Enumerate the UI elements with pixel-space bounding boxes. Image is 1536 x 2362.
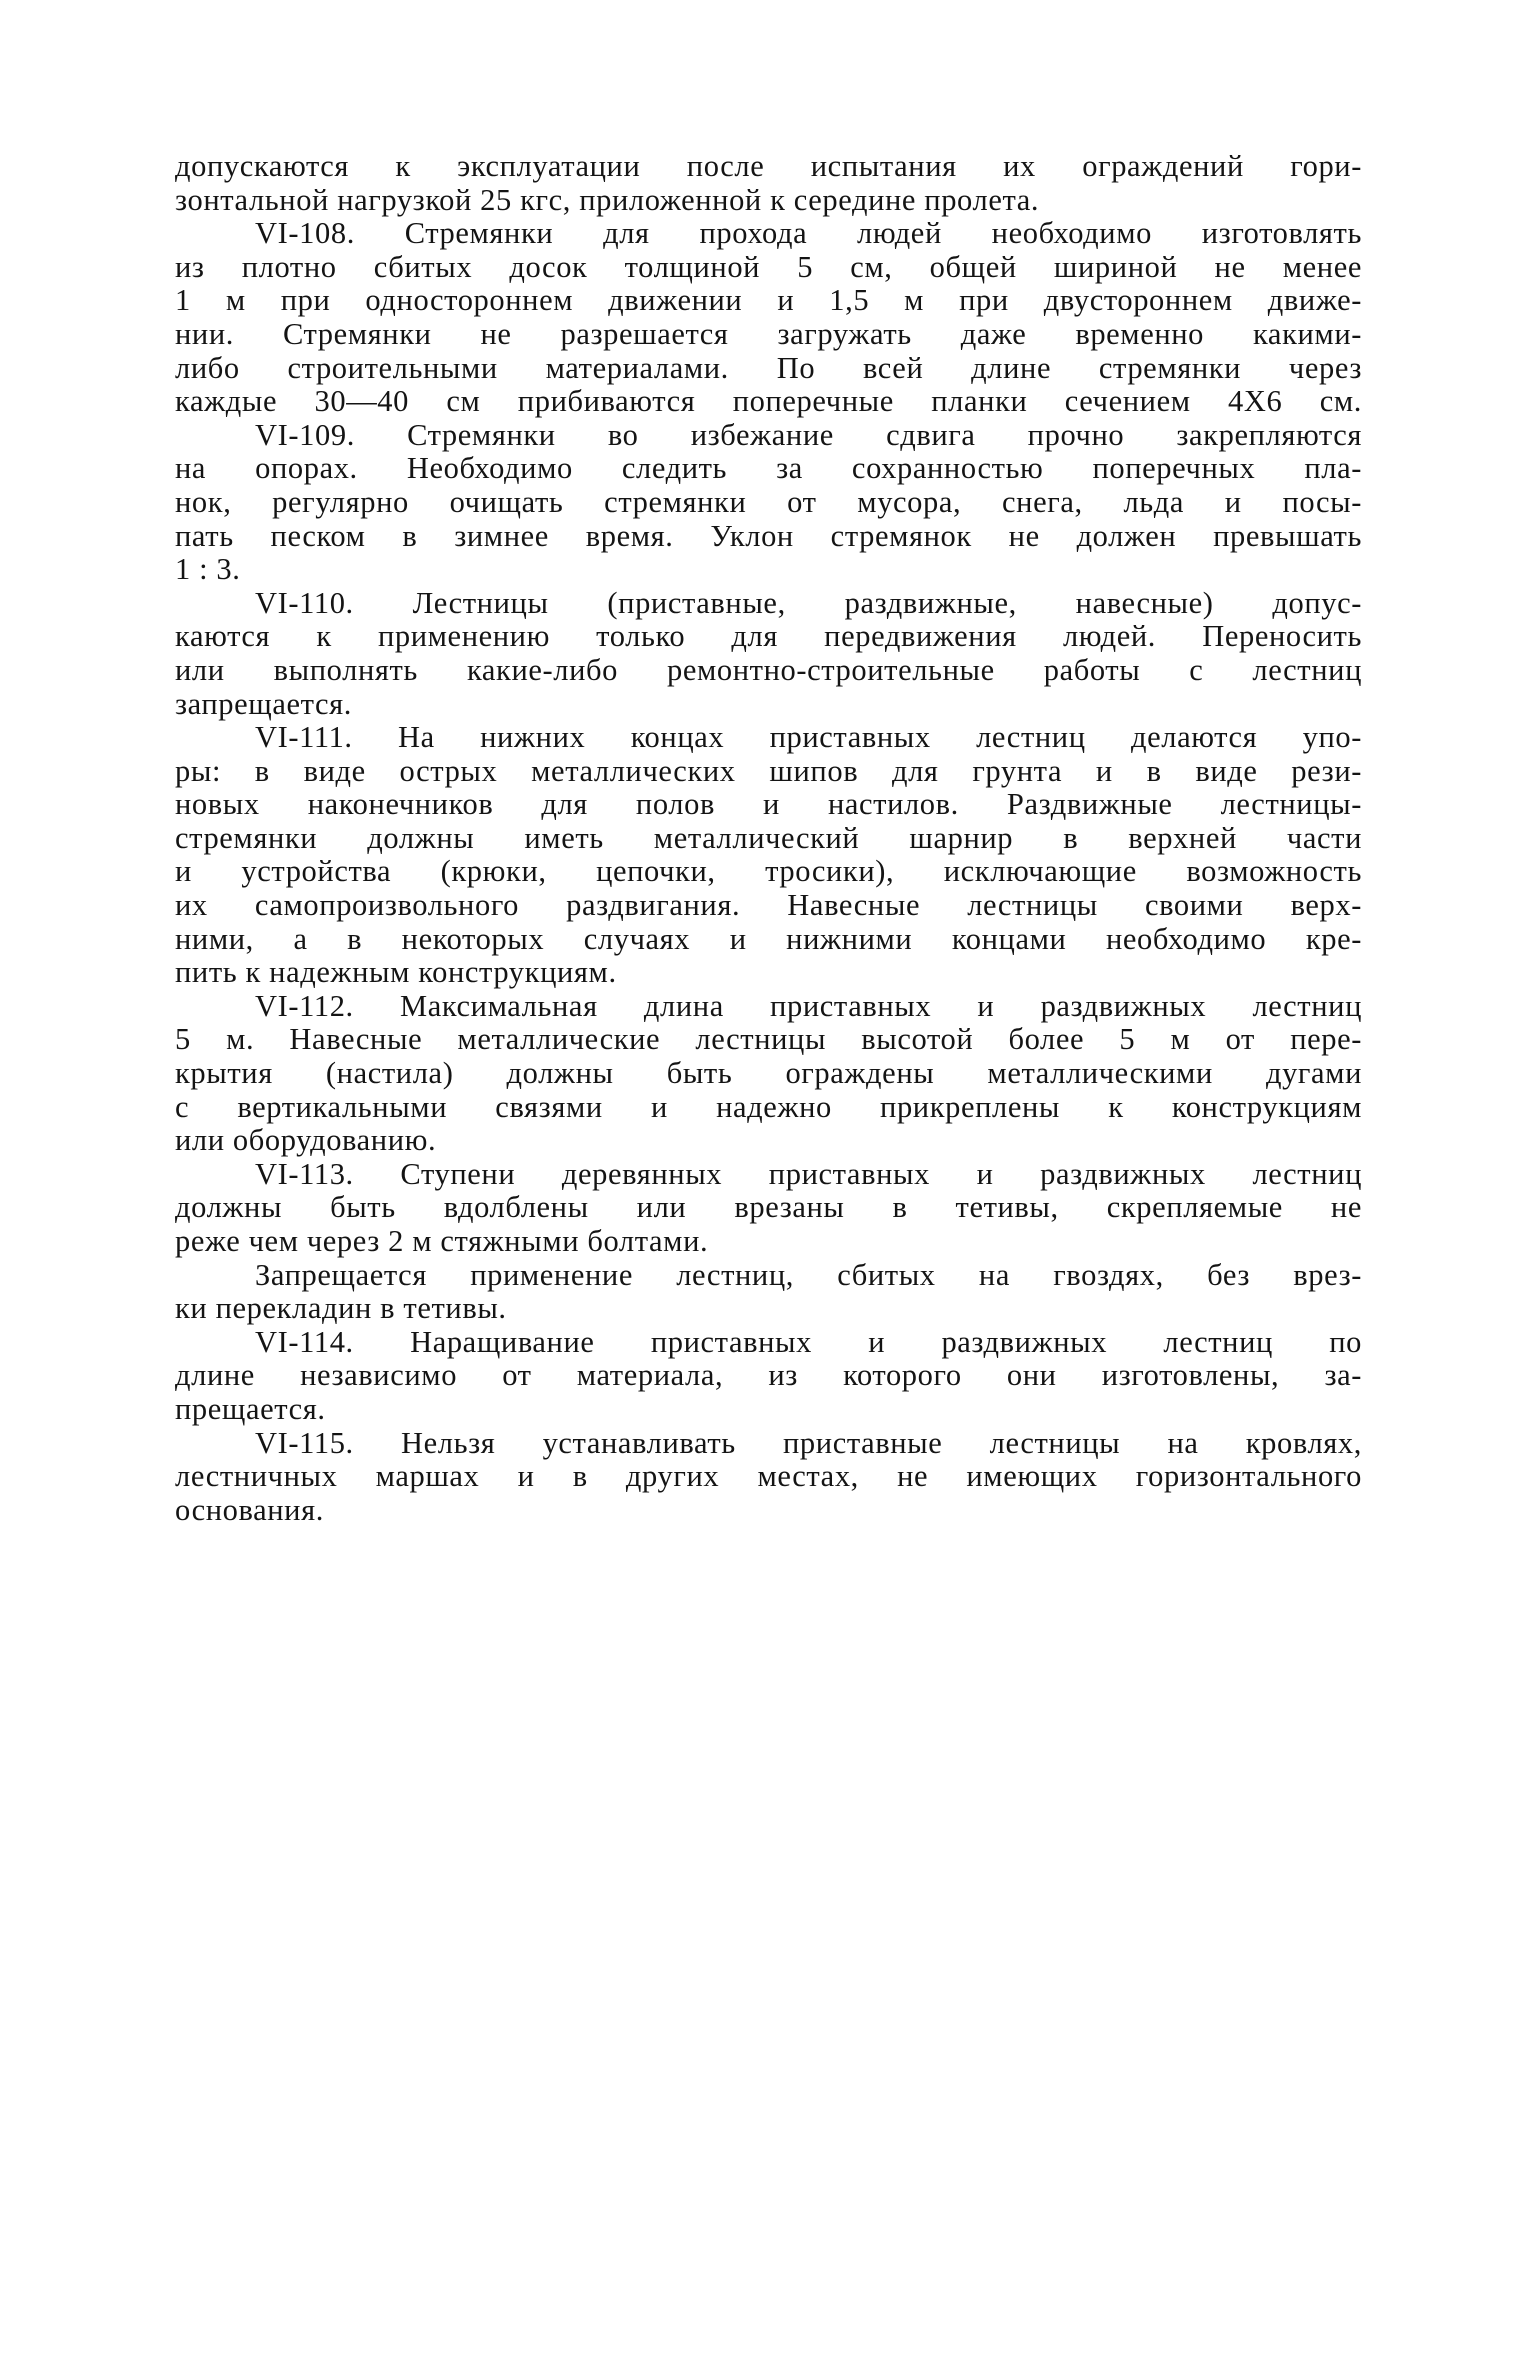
text-line: ними, а в некоторых случаях и нижними концами необходимо кре- <box>175 921 1362 956</box>
text-line: лестничных маршах и в других местах, не имеющих горизонтального <box>175 1459 1362 1494</box>
text-line: либо строительными материалами. По всей длине стремянки через <box>175 350 1362 385</box>
text-line: 5 м. Навесные металлические лестницы высотой более 5 м от пере- <box>175 1022 1362 1057</box>
body-text <box>175 150 1362 1527</box>
text-line: пать песком в зимнее время. Уклон стремянок не должен превышать <box>175 518 1362 553</box>
text-line: реже чем через 2 м стяжными болтами. <box>175 1224 709 1258</box>
text-line: из плотно сбитых досок толщиной 5 см, общей шириной не менее <box>175 249 1362 284</box>
text-line: или оборудованию. <box>175 1123 437 1158</box>
section-start-vi-110: VI-110. Лестницы (приставные, раздвижные, навесные) допус- <box>255 585 1362 620</box>
text-line: допускаются к эксплуатации после испытания их ограждений гори- <box>175 149 1362 183</box>
text-line: каждые 30—40 см прибиваются поперечные планки сечением 4X6 см. <box>175 384 1362 419</box>
section-start-vi-115: VI-115. Нельзя устанавливать приставные лестницы на кровлях, <box>255 1425 1362 1460</box>
text-line: 1 : 3. <box>175 552 241 587</box>
text-line: на опорах. Необходимо следить за сохранностью поперечных пла- <box>175 451 1362 486</box>
section-start-vi-108: VI-108. Стремянки для прохода людей необходимо изготовлять <box>255 216 1362 251</box>
text-line: длине независимо от материала, из которого они изготовлены, за- <box>175 1358 1362 1393</box>
text-line: Запрещается применение лестниц, сбитых на гвоздях, без врез- <box>255 1257 1362 1292</box>
text-line: ры: в виде острых металлических шипов для грунта и в виде рези- <box>175 753 1362 788</box>
text-line: запрещается. <box>175 686 352 721</box>
text-line: нок, регулярно очищать стремянки от мусора, снега, льда и посы- <box>175 484 1362 519</box>
section-start-vi-111: VI-111. На нижних концах приставных лестниц делаются упо- <box>255 720 1362 755</box>
text-line: зонтальной нагрузкой 25 кгс, приложенной к середине пролета. <box>175 182 1040 217</box>
text-line: крытия (настила) должны быть ограждены металлическими дугами <box>175 1056 1362 1091</box>
text-line: с вертикальными связями и надежно прикреплены к конструкциям <box>175 1089 1362 1124</box>
text-line: и устройства (крюки, цепочки, тросики), исключающие возможность <box>175 854 1362 889</box>
text-line: новых наконечников для полов и настилов. Раздвижные лестницы- <box>175 787 1362 822</box>
text-line: должны быть вдолблены или врезаны в тетивы, скрепляемые не <box>175 1190 1362 1225</box>
text-line: ки перекладин в тетивы. <box>175 1291 507 1326</box>
section-start-vi-109: VI-109. Стремянки во избежание сдвига прочно закрепляются <box>255 417 1362 452</box>
text-line: каются к применению только для передвижения людей. Переносить <box>175 619 1362 654</box>
section-start-vi-113: VI-113. Ступени деревянных приставных и раздвижных лестниц <box>255 1156 1362 1191</box>
section-start-vi-114: VI-114. Наращивание приставных и раздвижных лестниц по <box>255 1324 1362 1359</box>
text-line: пить к надежным конструкциям. <box>175 955 617 990</box>
text-line: стремянки должны иметь металлический шарнир в верхней части <box>175 820 1362 855</box>
section-start-vi-112: VI-112. Максимальная длина приставных и раздвижных лестниц <box>255 988 1362 1023</box>
text-line: основания. <box>175 1492 324 1527</box>
text-line: 1 м при одностороннем движении и 1,5 м при двустороннем движе- <box>175 283 1362 318</box>
text-line: прещается. <box>175 1391 326 1426</box>
text-line: или выполнять какие-либо ремонтно-строительные работы с лестниц <box>175 652 1362 687</box>
text-line: их самопроизвольного раздвигания. Навесные лестницы своими верх- <box>175 888 1362 923</box>
text-line: нии. Стремянки не разрешается загружать даже временно какими- <box>175 316 1362 351</box>
